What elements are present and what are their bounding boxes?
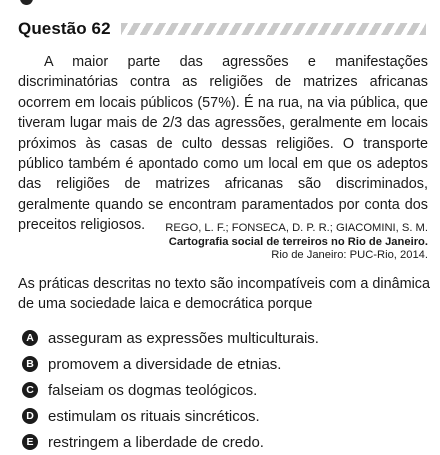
option-letter-badge-icon: C xyxy=(22,382,38,398)
answer-options xyxy=(22,325,422,455)
option-a[interactable] xyxy=(22,325,422,351)
reference-work-title: Cartografia social de terreiros no Rio de Janeiro. xyxy=(168,235,428,248)
option-c[interactable] xyxy=(22,377,422,403)
header-stripe-decoration xyxy=(121,23,426,35)
previous-question-fragment xyxy=(18,0,318,6)
option-letter-badge-icon: B xyxy=(22,356,38,372)
passage-reference xyxy=(68,222,428,263)
option-d[interactable] xyxy=(22,403,422,429)
option-text: estimulam os rituais sincréticos. xyxy=(48,407,260,425)
option-text: restringem a liberdade de credo. xyxy=(48,433,264,451)
question-stem: As práticas descritas no texto são incompatíveis com a dinâmica de uma sociedade laica e democrática porque xyxy=(18,276,430,312)
question-passage: A maior parte das agressões e manifestações discriminatórias contra as religiões de matrizes africanas ocorrem em locais públicos (57%). É na rua, na via pública, que tiveram lugar mais de 2/3 das agressões, geralmente em locais próximos às casas de culto dessas religiões. O transporte público também é apontado como um local em que os adeptos das religiões de matrizes africanas são discriminados, geralmente quando se encontram paramentados por conta dos preceitos religiosos. xyxy=(18,54,428,234)
option-letter-badge-icon: E xyxy=(22,434,38,450)
option-e[interactable] xyxy=(22,429,422,455)
question-title: Questão 62 xyxy=(18,19,111,38)
option-letter-badge-icon: D xyxy=(22,408,38,424)
question-header xyxy=(18,18,426,40)
option-text: promovem a diversidade de etnias. xyxy=(48,355,282,373)
reference-work-text: Cartografia social de terreiros no Rio de Janeiro xyxy=(168,235,425,248)
reference-publication: Rio de Janeiro: PUC-Rio, 2014. xyxy=(271,249,428,262)
option-text: asseguram as expressões multiculturais. xyxy=(48,329,319,347)
option-text: falseiam os dogmas teológicos. xyxy=(48,381,258,399)
option-b[interactable] xyxy=(22,351,422,377)
previous-option-badge-icon xyxy=(20,0,33,5)
option-letter-badge-icon: A xyxy=(22,330,38,346)
reference-authors: REGO, L. F.; FONSECA, D. P. R.; GIACOMINI, S. M. xyxy=(165,222,428,234)
